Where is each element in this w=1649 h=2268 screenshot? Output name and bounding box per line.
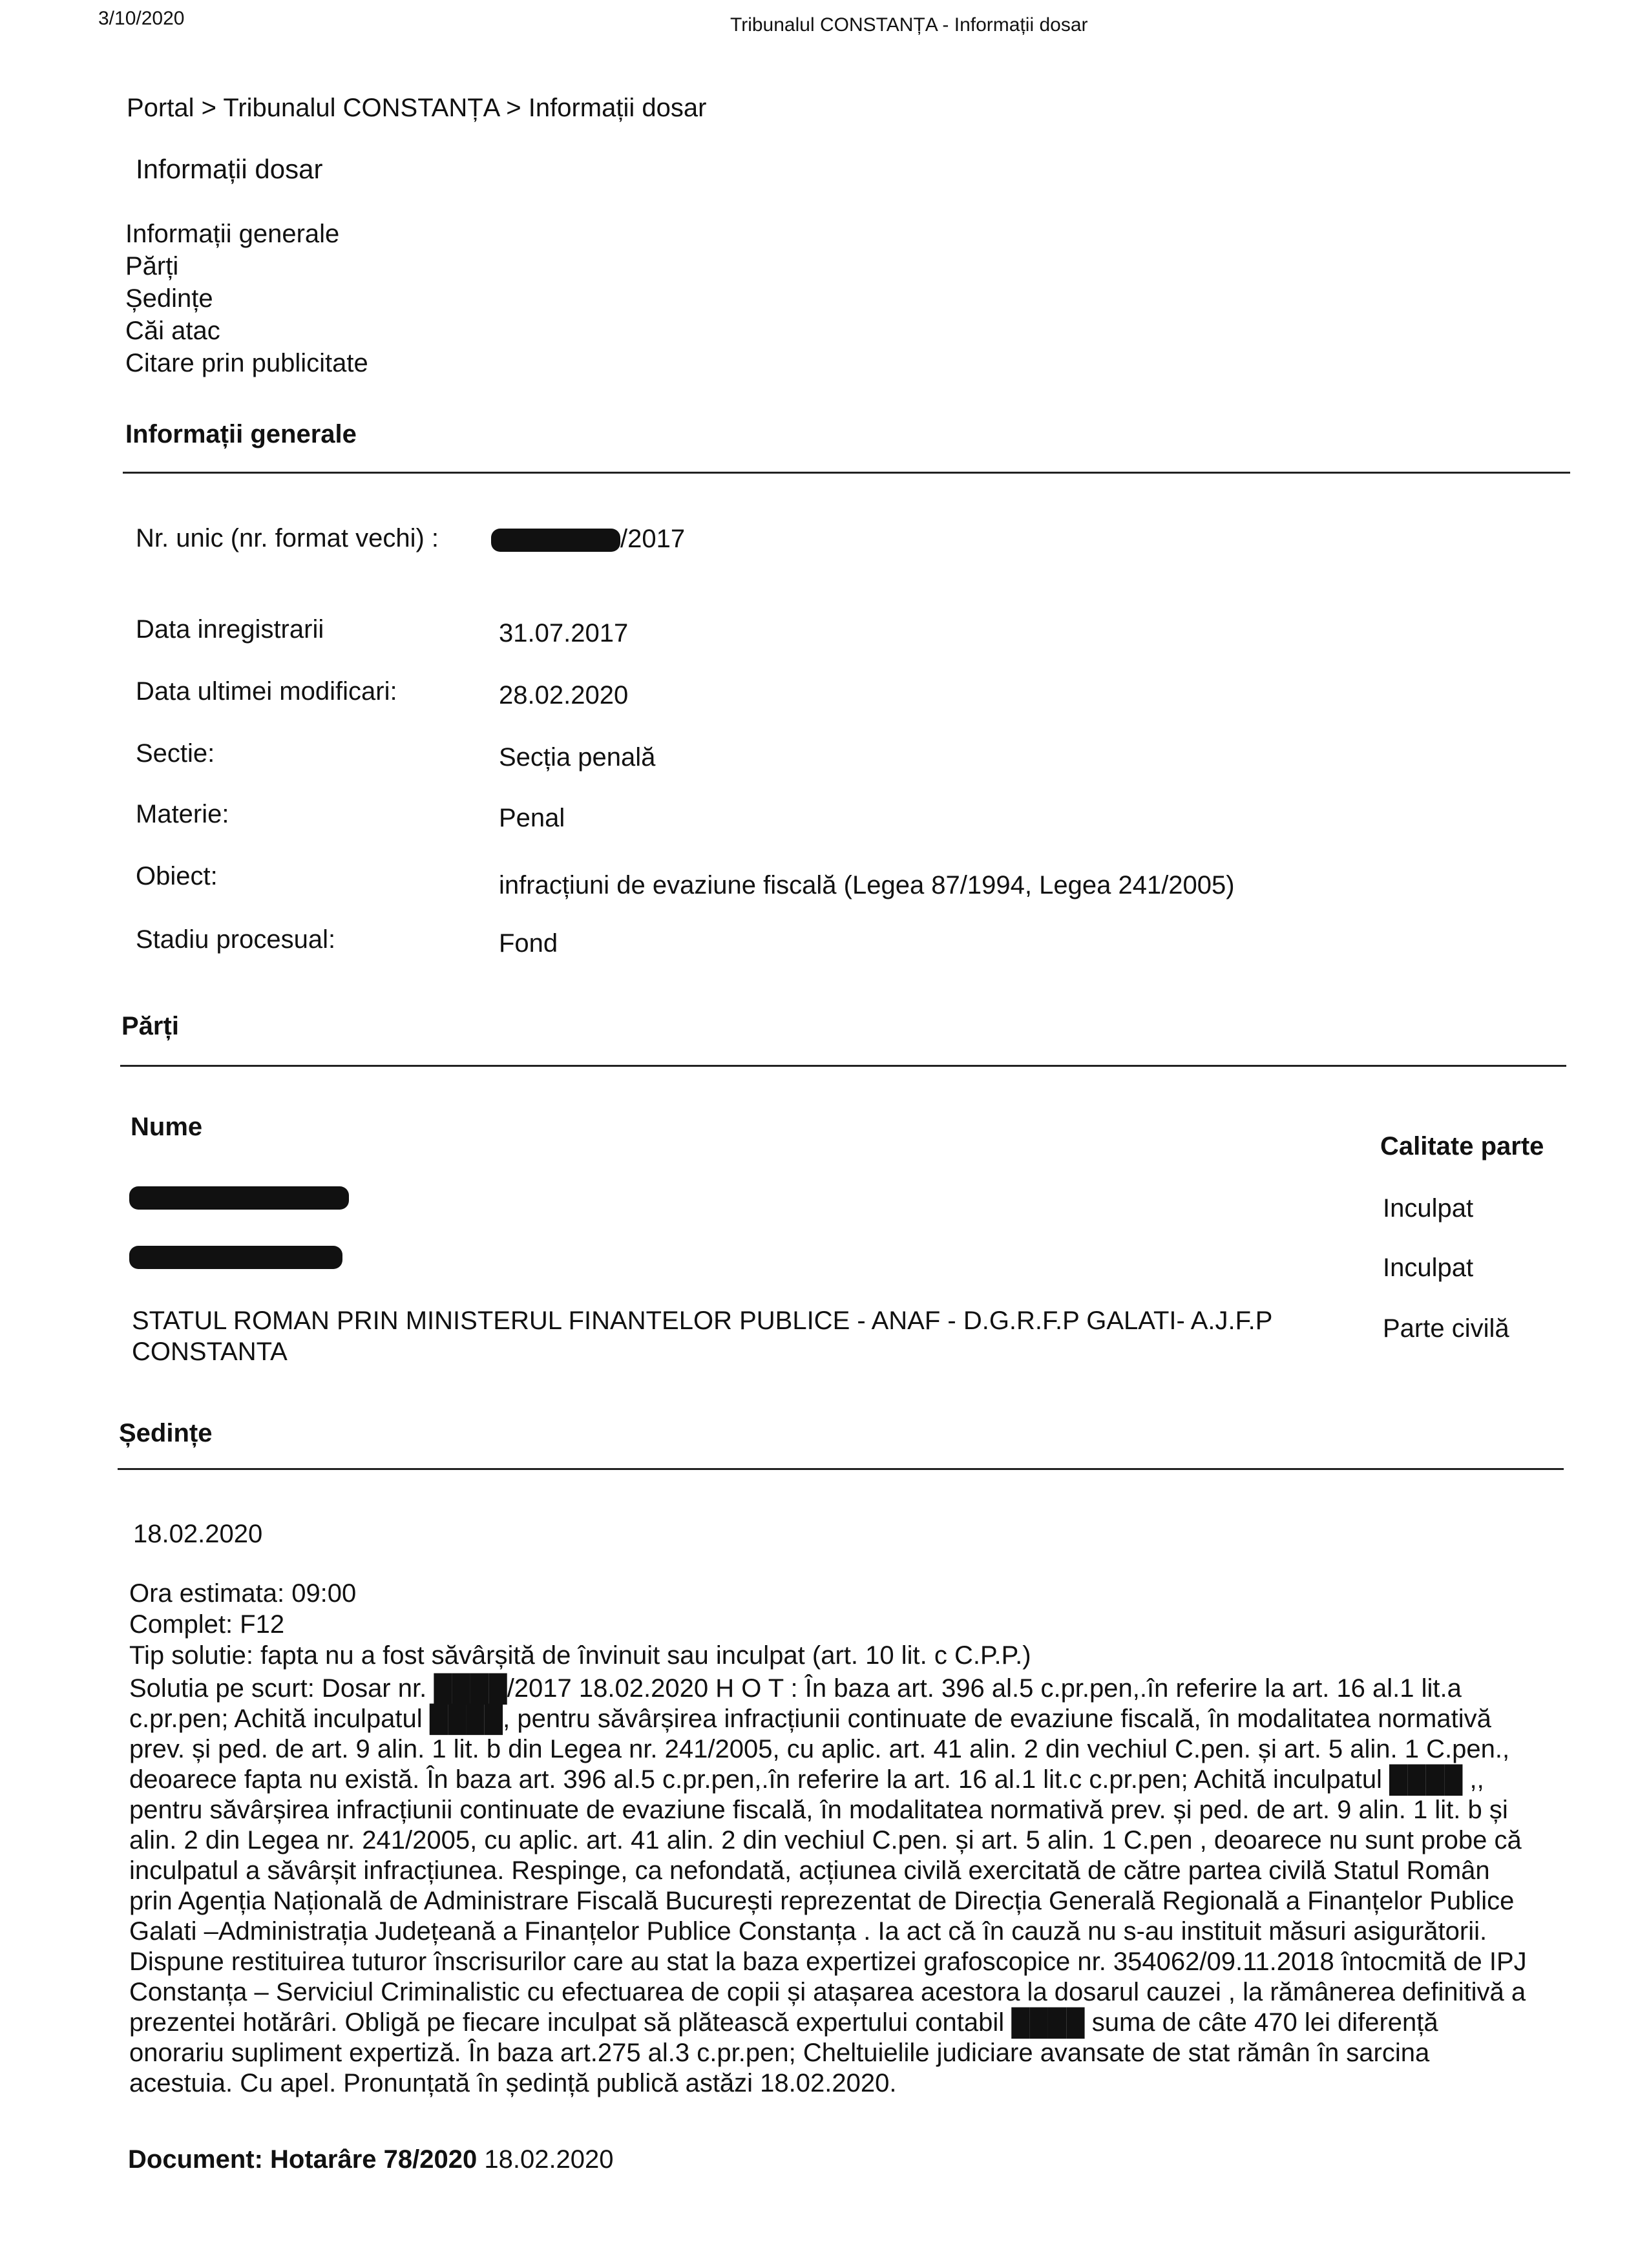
section-title-general: Informații generale [125, 420, 357, 448]
party-2-name [129, 1242, 342, 1271]
breadcrumb-portal[interactable]: Portal [127, 94, 194, 122]
document-link[interactable]: Document: Hotarâre 78/2020 [128, 2145, 478, 2174]
section-rule [123, 472, 1570, 474]
value-stadiu: Fond [499, 929, 558, 958]
party-1-name [129, 1182, 349, 1212]
value-nr-unic [491, 525, 685, 554]
sedinta-ora: Ora estimata: 09:00 [129, 1579, 357, 1608]
nav-sedinte[interactable]: Ședințe [125, 284, 213, 313]
breadcrumb-sep: > [506, 94, 521, 122]
label-sectie: Sectie: [136, 739, 215, 768]
page-title: Informații dosar [136, 154, 323, 184]
label-data-modif: Data ultimei modificari: [136, 677, 397, 706]
label-data-inreg: Data inregistrarii [136, 615, 324, 644]
label-materie: Materie: [136, 800, 229, 828]
print-title: Tribunalul CONSTANȚA - Informații dosar [730, 14, 1088, 36]
breadcrumb-sep: > [201, 94, 216, 122]
section-rule [118, 1468, 1564, 1470]
redaction [129, 1246, 342, 1269]
value-data-inreg: 31.07.2017 [499, 619, 629, 647]
value-materie: Penal [499, 804, 565, 832]
col-nume: Nume [131, 1113, 203, 1141]
value-obiect: infracțiuni de evaziune fiscală (Legea 87/1994, Legea 241/2005) [499, 871, 1235, 899]
sedinta-solutie: Solutia pe scurt: Dosar nr. ████/2017 18.02.2020 H O T : În baza art. 396 al.5 c.pr.pen,.în referire la art. 16 al.1 lit.a c.pr.pen; Achită inculpatul ████, pentru săvârșirea infracțiunii continuate de evaziune fiscală, în modalitatea normativă prev. și ped. de art. 9 alin. 1 lit. b din Legea nr. 241/2005, cu aplic. art. 41 alin. 2 din vechiul C.pen. și art. 5 alin. 1 C.pen., deoarece fapta nu există. În baza art. 396 al.5 c.pr.pen,.în referire la art. 16 al.1 lit.c c.pr.pen; Achită inculpatul ████ ,, pentru săvârșirea infracțiunii continuate de evaziune fiscală, în modalitatea normativă prev. și ped. de art. 9 alin. 1 lit. b și alin. 2 din Legea nr. 241/2005, cu aplic. art. 41 alin. 2 din vechiul C.pen. și art. 5 alin. 1 C.pen , deoarece nu sunt probe că inculpatul a săvârșit infracțiunea. Respinge, ca nefondată, acțiunea civilă exercitată de către partea civilă Statul Român prin Agenția Națională de Administrare Fiscală București reprezentat de Direcția Generală Regională a Finanțelor Publice Galati –Administrația Județeană a Finanțelor Publice Constanța . Ia act că în cauză nu s-au instituit măsuri asigurătorii. Dispune restituirea tuturor înscrisurilor care au stat la baza expertizei grafoscopice nr. 354062/09.11.2018 întocmită de IPJ Constanța – Serviciul Criminalistic cu efectuarea de copii și atașarea acestora la dosarul cauzei , la rămânerea definitivă a prezentei hotărâri. Obligă pe fiecare inculpat să plătească expertului contabil ████ suma de câte 470 lei diferență onorariu supliment expertiză. În baza art.275 al.3 c.pr.pen; Cheltuielile judiciare avansate de stat rămân în sarcina acestuia. Cu apel. Pronunțată în ședință publică astăzi 18.02.2020. [129, 1674, 1527, 2097]
print-date: 3/10/2020 [98, 8, 185, 29]
section-title-parti: Părți [121, 1012, 179, 1040]
party-1-role: Inculpat [1383, 1194, 1474, 1223]
nav-citare[interactable]: Citare prin publicitate [125, 349, 368, 377]
section-title-sedinte: Ședințe [119, 1419, 213, 1447]
col-calitate: Calitate parte [1380, 1132, 1544, 1160]
document-date: 18.02.2020 [484, 2145, 614, 2174]
sedinta-tip: Tip solutie: fapta nu a fost săvârșită de învinuit sau inculpat (art. 10 lit. c C.P.P.) [129, 1641, 1031, 1670]
sedinta-date: 18.02.2020 [133, 1520, 263, 1548]
party-2-role: Inculpat [1383, 1254, 1474, 1282]
breadcrumb [127, 94, 706, 123]
label-nr-unic: Nr. unic (nr. format vechi) : [136, 524, 439, 552]
sedinta-document[interactable] [128, 2145, 614, 2174]
party-3-role: Parte civilă [1383, 1314, 1509, 1343]
nav-cai-atac[interactable]: Căi atac [125, 317, 220, 345]
value-nr-unic-year: /2017 [620, 525, 686, 553]
label-stadiu: Stadiu procesual: [136, 925, 336, 954]
sedinta-complet: Complet: F12 [129, 1610, 285, 1639]
nav-parti[interactable]: Părți [125, 252, 179, 280]
party-3-name: STATUL ROMAN PRIN MINISTERUL FINANTELOR PUBLICE - ANAF - D.G.R.F.P GALATI- A.J.F.P CONSTANTA [132, 1307, 1272, 1366]
label-obiect: Obiect: [136, 862, 218, 890]
nav-general[interactable]: Informații generale [125, 220, 340, 248]
value-sectie: Secția penală [499, 743, 656, 772]
value-data-modif: 28.02.2020 [499, 681, 629, 709]
redaction [491, 529, 620, 552]
section-rule [120, 1065, 1566, 1067]
breadcrumb-court[interactable]: Tribunalul CONSTANȚA [223, 94, 499, 122]
redaction [129, 1186, 349, 1210]
breadcrumb-current: Informații dosar [528, 94, 707, 122]
